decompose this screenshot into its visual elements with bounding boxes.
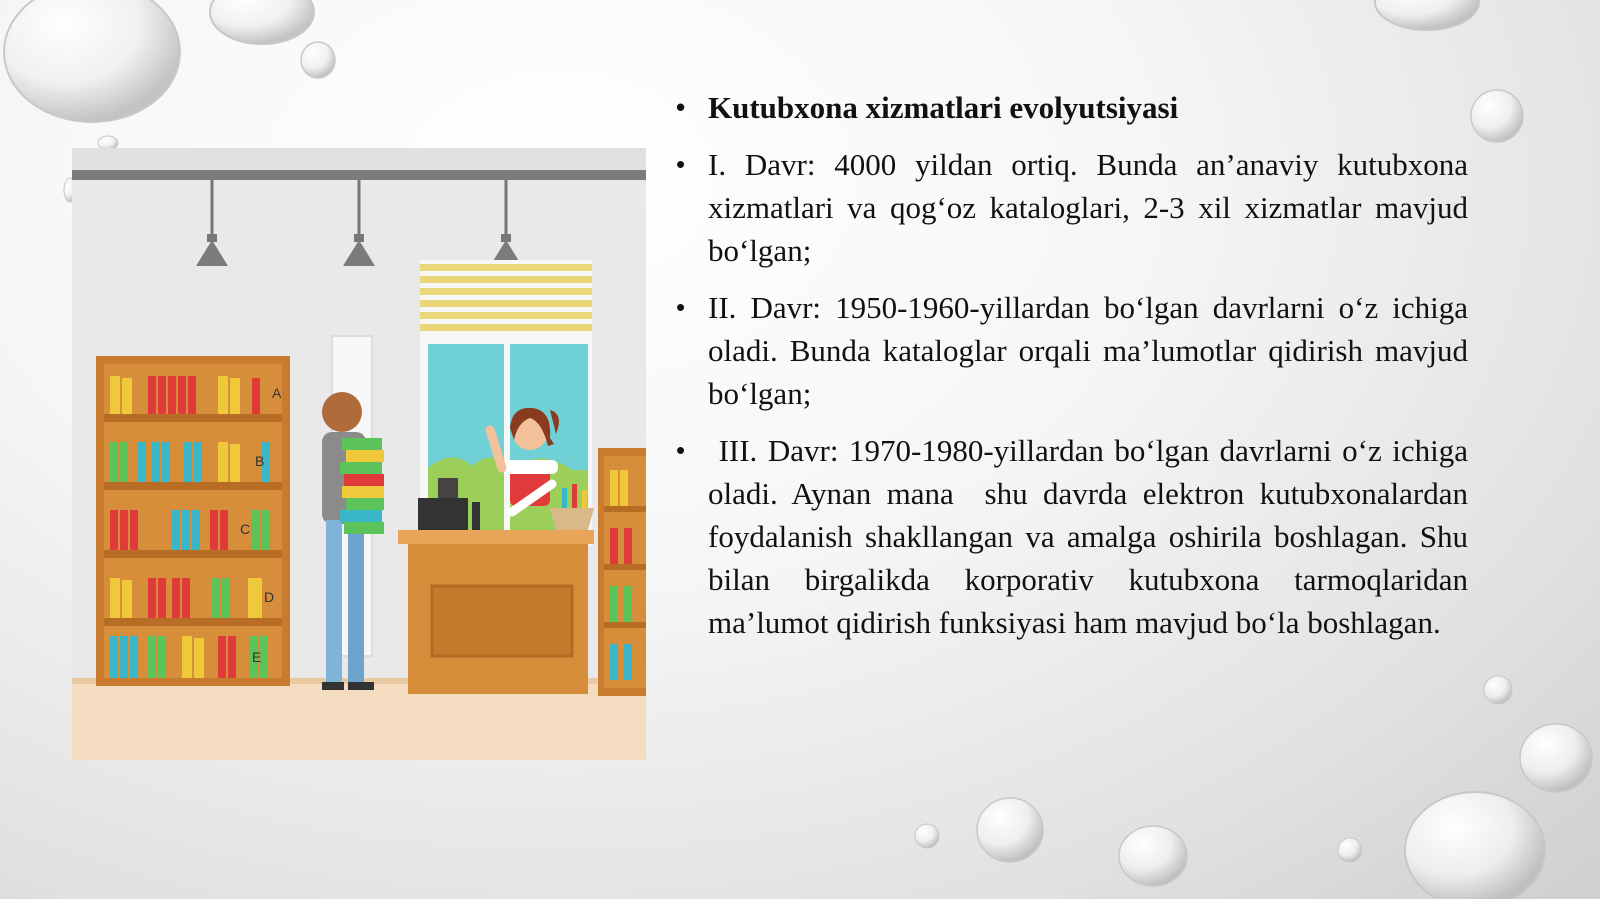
heading-text: Kutubxona xizmatlari evolyutsiyasi: [708, 90, 1179, 125]
period-2-text: II. Davr: 1950-1960-yillardan bo‘lgan davrlarni o‘z ichiga oladi. Bunda kataloglar orqali ma’lumotlar qidirish mavjud bo‘lgan;: [708, 290, 1468, 411]
shelf-label-c: C: [240, 521, 251, 537]
drop: [4, 0, 180, 122]
library-illustration: [72, 148, 646, 760]
drop: [1375, 0, 1479, 30]
drop: [1405, 792, 1545, 899]
shelf-label-e: E: [252, 649, 262, 665]
period-1-text: I. Davr: 4000 yildan ortiq. Bunda an’anaviy kutubxona xizmatlari va qog‘oz kataloglari, 2-3 xil xizmatlar mavjud bo‘lgan;: [708, 147, 1468, 268]
shelf-label-a: A: [272, 385, 282, 401]
bullet-icon: •: [676, 92, 686, 122]
bullet-period-3: [672, 429, 1476, 644]
drop: [977, 798, 1043, 862]
drop: [1338, 838, 1362, 862]
bullet-icon: •: [676, 435, 686, 465]
text-content: [672, 86, 1476, 658]
bullet-period-1: [672, 143, 1468, 272]
shelf-label-b: B: [255, 453, 265, 469]
drop: [1119, 826, 1187, 886]
bullet-icon: •: [676, 292, 686, 322]
drop: [1471, 90, 1523, 142]
shelf-label-d: D: [264, 589, 275, 605]
bullet-heading: [672, 86, 1468, 129]
bullet-icon: •: [676, 149, 686, 179]
drop: [1484, 676, 1512, 704]
bookshelf-right: [598, 448, 646, 696]
drop: [1520, 724, 1592, 792]
drop: [210, 0, 314, 44]
period-3-text: III. Davr: 1970-1980-yillardan bo‘lgan davrlarni o‘z ichiga oladi. Aynan mana shu davrda elektron kutubxonalardan foydalanish shakllangan va amalga oshirila boshlagan. Shu bilan birgalikda korporativ kutubxona tarmoqlaridan ma’lumot qidirish funksiyasi ham mavjud bo‘la boshlagan.: [708, 433, 1476, 640]
bullet-period-2: [672, 286, 1468, 415]
drop: [301, 42, 335, 78]
bookshelf-left: [96, 356, 290, 686]
drop: [915, 824, 939, 848]
